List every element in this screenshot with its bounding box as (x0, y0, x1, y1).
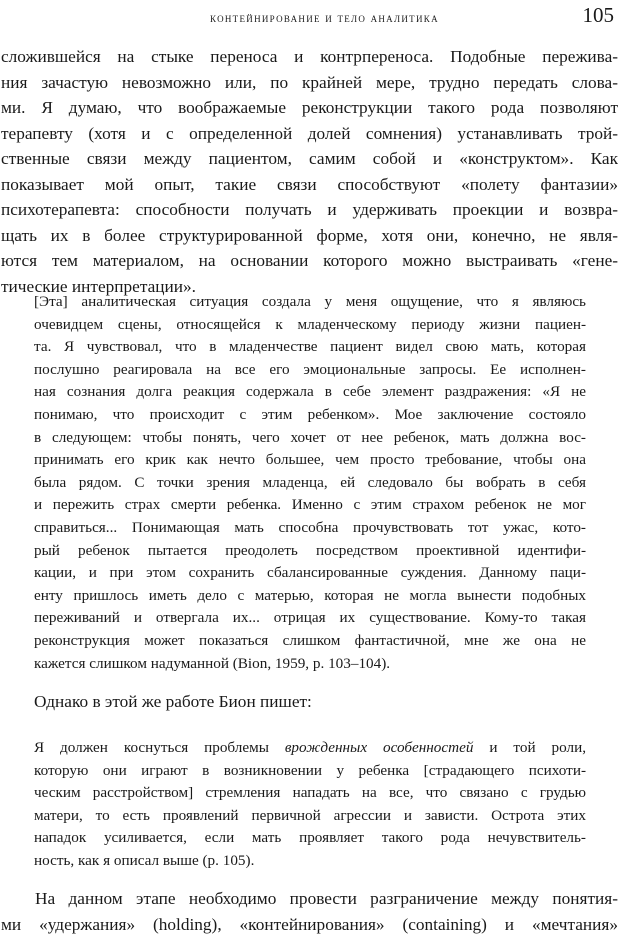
quote-line (34, 737, 586, 760)
paragraph-line: ми «удержания» (holding), «контейнирования» (containing) и «мечтания» (1, 914, 618, 934)
running-header-title: контейнирование и тело аналитика (210, 11, 439, 25)
quote-line: нападок усиливается, если мать проявляет такого рода нечувствитель- (34, 829, 586, 847)
paragraph-line: ми. Я думаю, что воображаемые реконструкции такого рода позволяют (1, 98, 618, 117)
quote-line: ность, как я описал выше (p. 105). (34, 851, 255, 869)
quote-line: очевидцем сцены, относящейся к младенческому периоду жизни пациен- (34, 315, 586, 333)
block-quote-1 (34, 291, 586, 675)
paragraph-line: щать их в более структурированной форме, хотя они, конечно, не явля- (1, 225, 618, 245)
running-header (0, 3, 616, 33)
paragraph-line: психотерапевта: способности получать и удерживать проекции и возвра- (1, 200, 618, 219)
paragraph-3 (1, 886, 618, 937)
block-quote-2 (34, 737, 586, 873)
paragraph-2 (34, 689, 594, 715)
paragraph-1 (1, 44, 618, 299)
paragraph-line: ются тем материалом, на основании которого можно выстраивать «гене- (1, 251, 618, 270)
paragraph-line: ственные связи между пациентом, самим собой и «конструктом». Как (1, 149, 618, 168)
quote-line: справиться... Понимающая мать способна прочувствовать тот ужас, кото- (34, 518, 586, 536)
quote-text: и той роли, (473, 739, 586, 756)
page-number: 105 (582, 3, 614, 27)
quote-text: Я должен коснуться проблемы (34, 739, 285, 756)
quote-line: понимаю, что происходит с этим ребенком». Мое заключение состояло (34, 405, 586, 423)
quote-line: в следующем: чтобы понять, чего хочет от нее ребенок, мать должна вос- (34, 428, 586, 446)
quote-line: принимать его крик как нечто большее, чем просто требование, чтобы она (34, 451, 586, 469)
paragraph-line: терапевту (хотя и с определенной долей сомнения) устанавливать трой- (1, 123, 618, 143)
quote-line: ческим расстройством] стремления нападать на все, что связано с грудью (34, 784, 586, 802)
quote-line: [Эта] аналитическая ситуация создала у меня ощущение, что я являюсь (34, 293, 586, 310)
quote-line: енту пришлось иметь дело с матерью, которая не могла вынести подобных (34, 586, 586, 604)
paragraph-line: тические интерпретации». (1, 276, 196, 296)
paragraph-line: Однако в этой же работе Бион пишет: (34, 692, 312, 711)
quote-line: послушно реагировала на все его эмоциональные запросы. Ее исполнен- (34, 360, 586, 378)
quote-line: переживаний и отвергала их... отрицая их существование. Кому-то такая (34, 609, 586, 627)
quote-italic-phrase: врожденных особенностей (284, 739, 474, 756)
quote-line: рый ребенок пытается преодолеть посредством проективной идентифи- (34, 541, 586, 559)
quote-line: ная сознания долга реакция содержала в себе элемент раздражения: «Я не (34, 383, 586, 401)
quote-line: кации, и при этом сохранить сбалансированные суждения. Данному паци- (34, 564, 586, 582)
quote-line: та. Я чувствовал, что в младенчестве пациент видел свою мать, которая (34, 338, 586, 356)
paragraph-line: ния зачастую невозможно или, по крайней мере, трудно передать слова- (1, 72, 618, 92)
quote-line: которую они играют в возникновении у ребенка [страдающего психоти- (34, 761, 586, 779)
quote-line: была рядом. С точки зрения младенца, ей следовало бы вобрать в себя (34, 473, 586, 491)
paragraph-line: показывает мой опыт, такие связи способствуют «полету фантазии» (1, 174, 618, 194)
quote-line: и пережить страх смерти ребенка. Именно с этим страхом ребенок не мог (34, 496, 586, 514)
paragraph-line: сложившейся на стыке переноса и контрпереноса. Подобные пережива- (1, 47, 618, 66)
quote-line: реконструкция может показаться слишком фантастичной, мне же она не (34, 631, 586, 649)
paragraph-line: На данном этапе необходимо провести разграничение между понятия- (35, 889, 618, 908)
quote-line: матери, то есть проявлений первичной агрессии и зависти. Острота этих (34, 806, 586, 824)
quote-line: кажется слишком надуманной (Bion, 1959, p. 103–104). (34, 654, 391, 672)
